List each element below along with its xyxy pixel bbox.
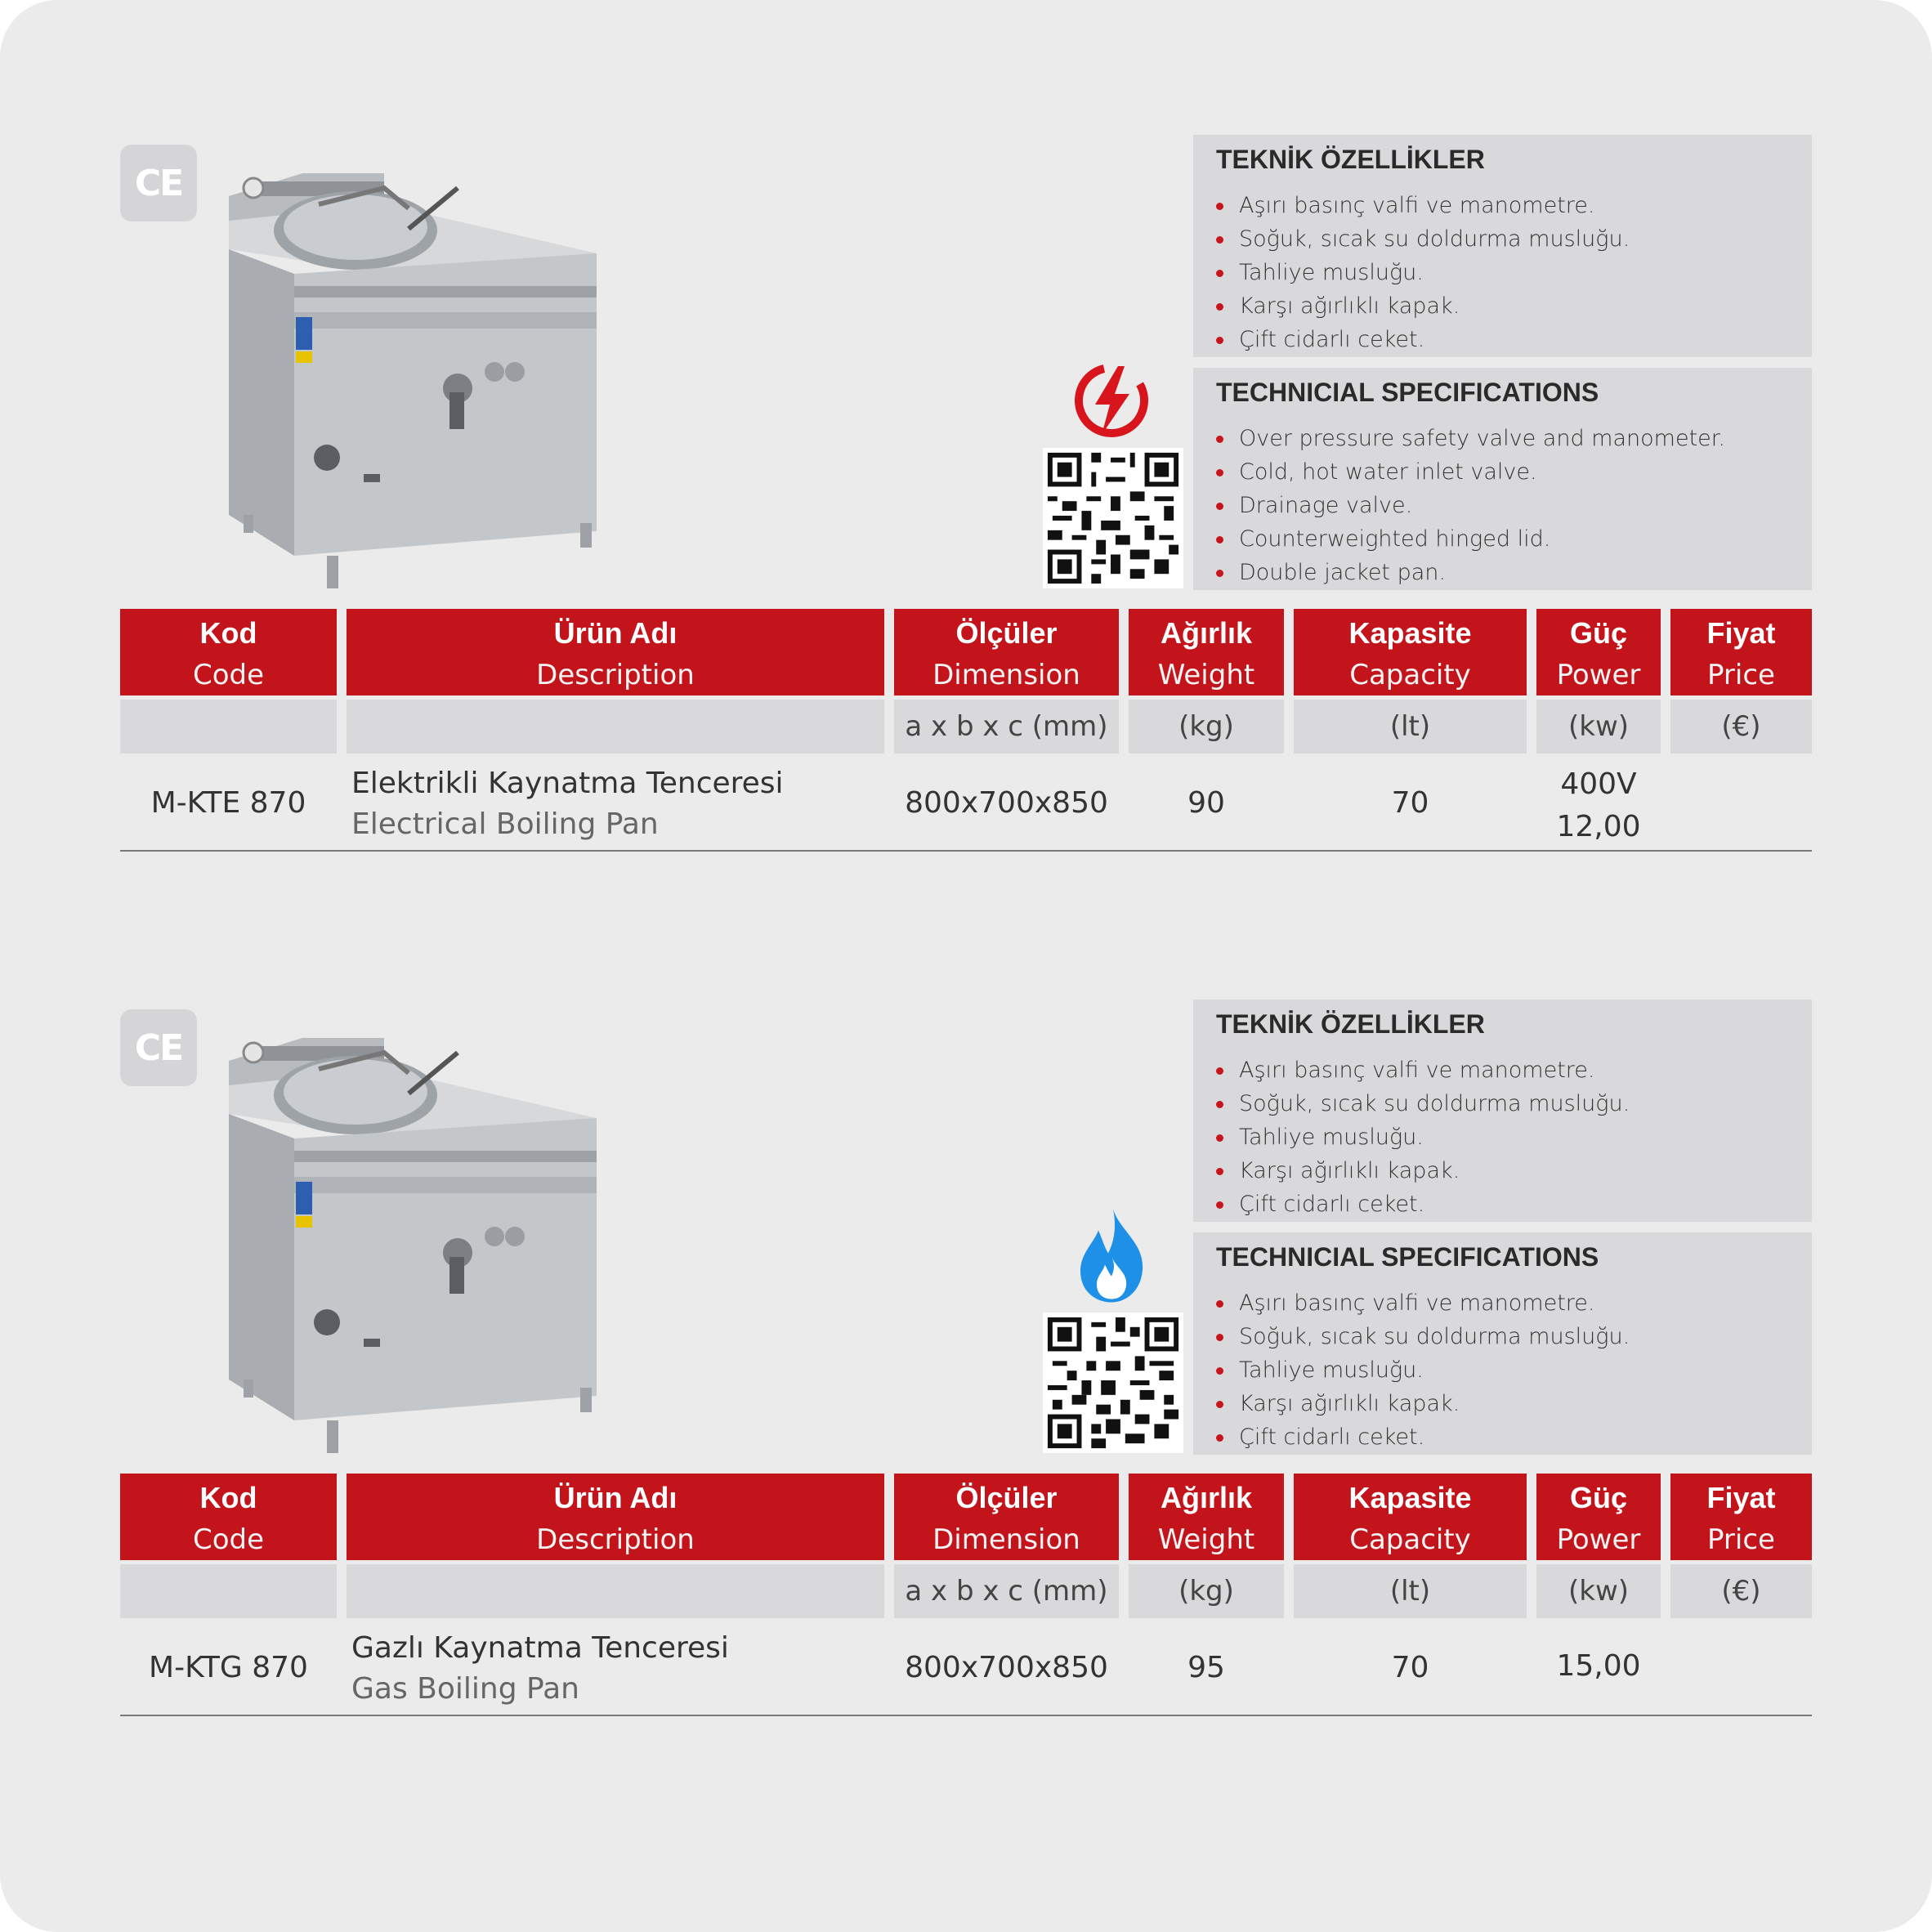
spec-item: Çift cidarlı ceket. [1216, 323, 1630, 356]
unit-weight: (kg) [1129, 1564, 1284, 1618]
header-label-tr: Kod [199, 1481, 257, 1514]
header-description [347, 1474, 884, 1560]
unit-power: (kw) [1536, 1564, 1661, 1618]
header-label-en: Power [1556, 1523, 1641, 1556]
cell-dimension: 800x700x850 [905, 1651, 1108, 1684]
cell-description [351, 763, 784, 845]
product-section-electric [0, 131, 1932, 899]
header-label-tr: Güç [1569, 616, 1627, 650]
spec-item: Aşırı basınç valfi ve manometre. [1216, 1286, 1630, 1320]
cell-power [1536, 763, 1661, 848]
header-code [120, 609, 337, 695]
cell-capacity: 70 [1391, 786, 1429, 820]
unit-capacity: (lt) [1294, 700, 1527, 754]
header-label-en: Description [536, 1523, 695, 1556]
header-price [1670, 609, 1812, 695]
qr-code[interactable] [1043, 1313, 1183, 1453]
description-tr: Elektrikli Kaynatma Tenceresi [351, 767, 784, 800]
spec-item: Tahliye musluğu. [1216, 1353, 1630, 1387]
header-label-en: Capacity [1349, 659, 1471, 691]
spec-list-en [1216, 422, 1725, 589]
qr-code[interactable] [1043, 448, 1183, 588]
spec-item: Drainage valve. [1216, 489, 1725, 522]
boiling-pan-product-image [221, 1036, 605, 1461]
spec-list-en [1216, 1286, 1630, 1454]
header-label-en: Description [536, 659, 695, 691]
spec-list-tr [1216, 1053, 1630, 1221]
spec-box-english [1193, 1232, 1812, 1455]
cell-power: 15,00 [1556, 1649, 1641, 1683]
boiling-pan-product-image [221, 172, 605, 597]
header-label-en: Price [1707, 659, 1775, 691]
header-label-en: Weight [1157, 1523, 1255, 1556]
spec-item: Tahliye musluğu. [1216, 1120, 1630, 1154]
cell-weight: 90 [1187, 786, 1225, 820]
header-label-tr: Ürün Adı [553, 1481, 678, 1514]
unit-dimension: a x b x c (mm) [894, 1564, 1119, 1618]
unit-capacity: (lt) [1294, 1564, 1527, 1618]
unit-weight: (kg) [1129, 700, 1284, 754]
unit-dimension: a x b x c (mm) [894, 700, 1119, 754]
spec-title-en: TECHNICIAL SPECIFICATIONS [1216, 1242, 1599, 1272]
header-label-tr: Kod [199, 616, 257, 650]
header-label-tr: Ölçüler [955, 1481, 1058, 1514]
unit-price: (€) [1670, 1564, 1812, 1618]
header-label-en: Power [1556, 659, 1641, 691]
spec-item: Karşı ağırlıklı kapak. [1216, 1154, 1630, 1187]
cell-dimension: 800x700x850 [905, 786, 1108, 820]
table-row [120, 1618, 1812, 1716]
spec-title-en: TECHNICIAL SPECIFICATIONS [1216, 378, 1599, 407]
header-price [1670, 1474, 1812, 1560]
electric-bolt-icon [1071, 360, 1152, 441]
header-weight [1129, 609, 1284, 695]
spec-title-tr: TEKNİK ÖZELLİKLER [1216, 145, 1485, 174]
spec-item: Over pressure safety valve and manometer. [1216, 422, 1725, 455]
spec-item: Soğuk, sıcak su doldurma musluğu. [1216, 1320, 1630, 1353]
header-capacity [1294, 1474, 1527, 1560]
header-label-en: Price [1707, 1523, 1775, 1556]
gas-flame-icon [1071, 1204, 1152, 1306]
spec-item: Çift cidarlı ceket. [1216, 1187, 1630, 1221]
header-label-tr: Fiyat [1706, 1481, 1776, 1514]
table-row [120, 754, 1812, 852]
header-dimension [894, 609, 1119, 695]
spec-item: Karşı ağırlıklı kapak. [1216, 289, 1630, 323]
header-code [120, 1474, 337, 1560]
cell-description [351, 1628, 729, 1710]
header-label-tr: Güç [1569, 1481, 1627, 1514]
spec-item: Counterweighted hinged lid. [1216, 522, 1725, 556]
spec-box-english [1193, 368, 1812, 590]
header-capacity [1294, 609, 1527, 695]
spec-item: Aşırı basınç valfi ve manometre. [1216, 1053, 1630, 1087]
spec-item: Cold, hot water inlet valve. [1216, 455, 1725, 489]
spec-title-tr: TEKNİK ÖZELLİKLER [1216, 1009, 1485, 1039]
header-dimension [894, 1474, 1119, 1560]
product-section-gas [0, 995, 1932, 1764]
description-en: Gas Boiling Pan [351, 1672, 579, 1706]
ce-mark-badge: CE [120, 1009, 197, 1086]
header-label-en: Capacity [1349, 1523, 1471, 1556]
header-label-en: Code [192, 1523, 265, 1556]
cell-code: M-KTG 870 [149, 1651, 308, 1684]
description-tr: Gazlı Kaynatma Tenceresi [351, 1631, 729, 1665]
description-en: Electrical Boiling Pan [351, 807, 659, 841]
unit-description [347, 700, 884, 754]
header-label-en: Dimension [932, 1523, 1080, 1556]
cell-capacity: 70 [1391, 1651, 1429, 1684]
header-label-tr: Kapasite [1348, 1481, 1472, 1514]
unit-price: (€) [1670, 700, 1812, 754]
cell-code: M-KTE 870 [150, 786, 306, 820]
header-label-tr: Ağırlık [1160, 1481, 1253, 1514]
unit-code [120, 1564, 337, 1618]
spec-item: Soğuk, sıcak su doldurma musluğu. [1216, 222, 1630, 256]
spec-item: Double jacket pan. [1216, 556, 1725, 589]
header-power [1536, 609, 1661, 695]
unit-description [347, 1564, 884, 1618]
spec-item: Karşı ağırlıklı kapak. [1216, 1387, 1630, 1420]
cell-weight: 95 [1187, 1651, 1225, 1684]
header-label-en: Dimension [932, 659, 1080, 691]
header-description [347, 609, 884, 695]
spec-item: Tahliye musluğu. [1216, 256, 1630, 289]
header-weight [1129, 1474, 1284, 1560]
header-label-tr: Fiyat [1706, 616, 1776, 650]
unit-power: (kw) [1536, 700, 1661, 754]
spec-item: Aşırı basınç valfi ve manometre. [1216, 189, 1630, 222]
header-label-en: Code [192, 659, 265, 691]
spec-box-turkish [1193, 1000, 1812, 1222]
header-label-tr: Ağırlık [1160, 616, 1253, 650]
power-voltage: 400V [1560, 767, 1637, 801]
ce-mark-badge: CE [120, 145, 197, 221]
spec-box-turkish [1193, 135, 1812, 357]
power-kw: 12,00 [1556, 810, 1641, 843]
header-label-en: Weight [1157, 659, 1255, 691]
spec-item: Soğuk, sıcak su doldurma musluğu. [1216, 1087, 1630, 1120]
spec-item: Çift cidarlı ceket. [1216, 1420, 1630, 1454]
header-label-tr: Ürün Adı [553, 616, 678, 650]
header-label-tr: Kapasite [1348, 616, 1472, 650]
unit-code [120, 700, 337, 754]
header-power [1536, 1474, 1661, 1560]
header-label-tr: Ölçüler [955, 616, 1058, 650]
spec-list-tr [1216, 189, 1630, 356]
